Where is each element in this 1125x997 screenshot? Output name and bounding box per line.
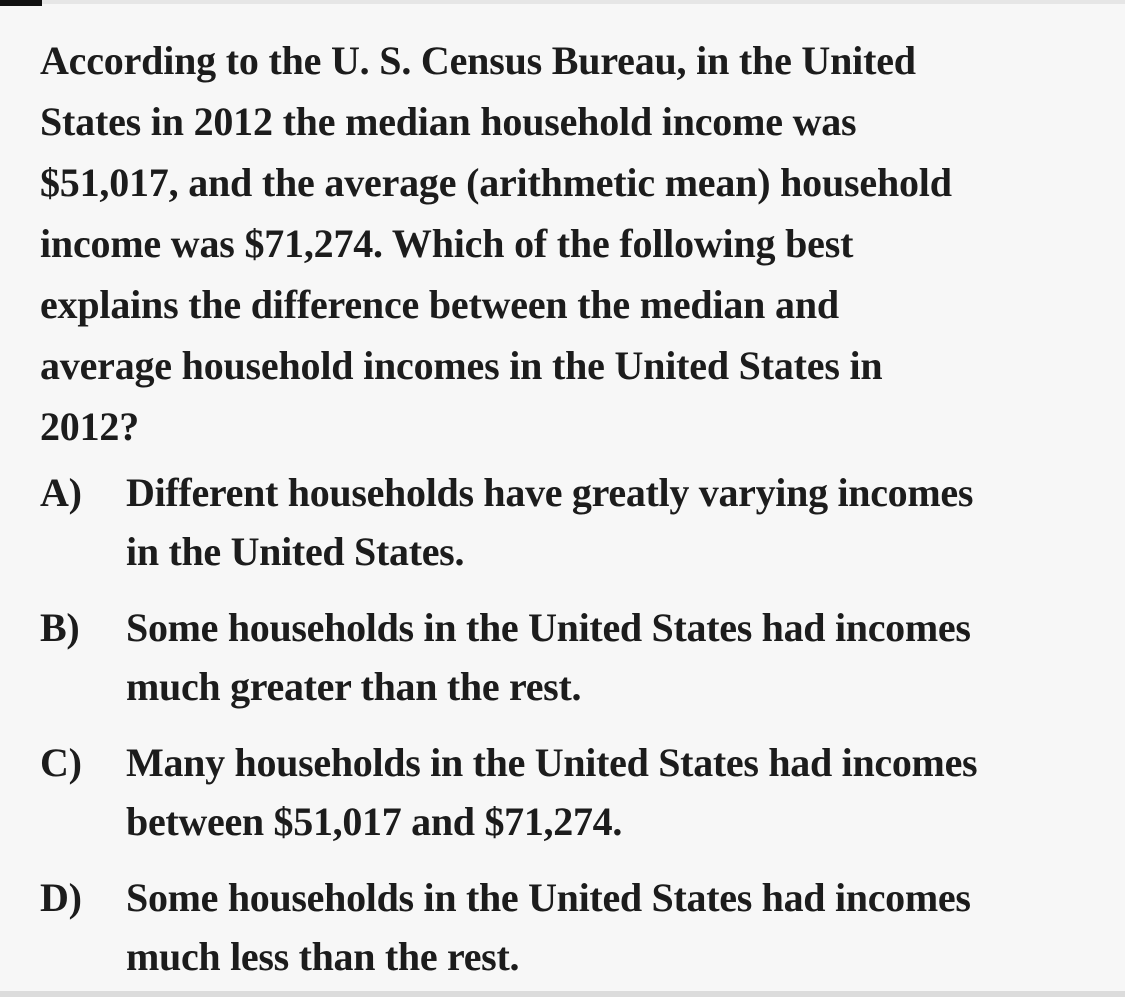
choice-text-line: Some households in the United States had incomes <box>126 875 971 920</box>
choice-text <box>126 463 973 581</box>
choice-letter: A) <box>40 470 82 515</box>
choice-text <box>126 868 971 986</box>
choice-text-line: Different households have greatly varying incomes <box>126 470 974 515</box>
choice-text-line: Many households in the United States had incomes <box>126 740 978 785</box>
choice-letter: D) <box>40 875 82 920</box>
question-stem-line: 2012? <box>40 404 140 449</box>
corner-mark <box>0 0 42 6</box>
bottom-border <box>0 991 1125 997</box>
choice-text-line: in the United States. <box>126 529 465 574</box>
choice-text <box>126 733 977 851</box>
question-stem-line: explains the difference between the median and <box>40 282 839 327</box>
choice-text-line: Some households in the United States had incomes <box>126 605 971 650</box>
choice-letter: C) <box>40 740 82 785</box>
question-stem-line: States in 2012 the median household income was <box>40 99 857 144</box>
question-stem-line: income was $71,274. Which of the following best <box>40 221 854 266</box>
choice-letter: B) <box>40 605 80 650</box>
top-border <box>0 0 1125 4</box>
choice-text <box>126 598 971 716</box>
choice-text-line: much less than the rest. <box>126 934 520 979</box>
question-stem-line: $51,017, and the average (arithmetic mean) household <box>40 160 952 205</box>
question-stem-line: average household incomes in the United States in <box>40 343 883 388</box>
choice-text-line: much greater than the rest. <box>126 664 582 709</box>
choice-text-line: between $51,017 and $71,274. <box>126 799 623 844</box>
question-stem-line: According to the U. S. Census Bureau, in the United <box>40 38 916 83</box>
question-stem <box>40 30 1100 457</box>
